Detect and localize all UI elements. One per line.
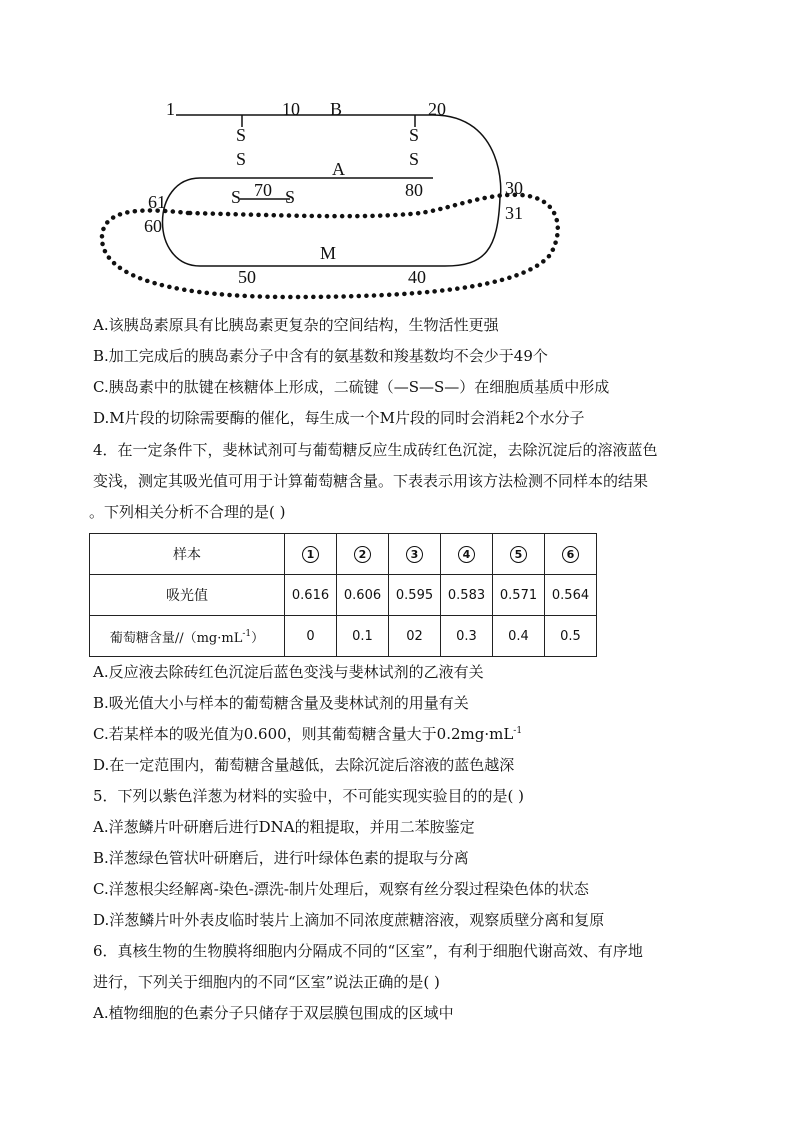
label-20: 20 <box>428 99 446 119</box>
s-left-1: S <box>236 125 247 145</box>
label-30: 30 <box>505 178 523 198</box>
label-31: 31 <box>505 203 523 223</box>
row-label-absorbance: 吸光值 <box>90 575 285 616</box>
q5-option-b: B.洋葱绿色管状叶研磨后，进行叶绿体色素的提取与分离 <box>93 849 469 867</box>
q6-stem-line1: 6．真核生物的生物膜将细胞内分隔成不同的“区室”，有利于细胞代谢高效、有序地 <box>93 942 643 960</box>
sample-number: 3 <box>406 546 423 563</box>
table-cell: 0.595 <box>389 575 441 616</box>
table-row-absorbance <box>90 575 597 616</box>
table-cell: 0.5 <box>545 616 597 657</box>
label-61: 61 <box>148 192 166 212</box>
label-50: 50 <box>238 267 256 287</box>
table-cell: 0.606 <box>337 575 389 616</box>
row-label-glucose: 葡萄糖含量$//(mg\cdot mL^{-1})$ <box>90 616 285 657</box>
s-right-1: S <box>409 125 420 145</box>
q3-option-a: A.该胰岛素原具有比胰岛素更复杂的空间结构，生物活性更强 <box>93 316 499 334</box>
sample-number: 1 <box>302 546 319 563</box>
s-right-2: S <box>409 149 420 169</box>
table-cell: 0.4 <box>493 616 545 657</box>
sample-number: 2 <box>354 546 371 563</box>
b-chain-curve <box>433 115 501 197</box>
q4-data-table <box>89 533 597 657</box>
q3-option-b: B.加工完成后的胰岛素分子中含有的氨基数和羧基数均不会少于49个 <box>93 347 548 365</box>
table-row-header <box>90 534 597 575</box>
label-A: A <box>332 159 345 179</box>
table-header-label: 样本 <box>90 534 285 575</box>
s-left-2: S <box>236 149 247 169</box>
sample-number: 5 <box>510 546 527 563</box>
table-cell: 0.616 <box>285 575 337 616</box>
label-M: M <box>320 243 337 263</box>
q4-stem-line2: 变浅，测定其吸光值可用于计算葡萄糖含量。下表表示用该方法检测不同样本的结果 <box>93 472 649 490</box>
table-cell: 0.564 <box>545 575 597 616</box>
label-B: B <box>330 99 343 119</box>
q5-option-a: A.洋葱鳞片叶研磨后进行DNA的粗提取，并用二苯胺鉴定 <box>93 818 475 836</box>
label-10: 10 <box>282 99 300 119</box>
q4-stem-line3: 。下列相关分析不合理的是( ) <box>89 503 286 521</box>
label-70: 70 <box>254 180 272 200</box>
sample-number: 4 <box>458 546 475 563</box>
q5-stem: 5．下列以紫色洋葱为材料的实验中，不可能实现实验目的的是( ) <box>93 787 525 805</box>
table-cell: 0.571 <box>493 575 545 616</box>
q5-option-d: D.洋葱鳞片叶外表皮临时装片上滴加不同浓度蔗糖溶液，观察质壁分离和复原 <box>93 911 605 929</box>
q5-option-c: C.洋葱根尖经解离-染色-漂洗-制片处理后，观察有丝分裂过程染色体的状态 <box>93 880 589 898</box>
sample-number: 6 <box>562 546 579 563</box>
q6-stem-line2: 进行，下列关于细胞内的不同“区室”说法正确的是( ) <box>93 973 440 991</box>
table-cell: 0.3 <box>441 616 493 657</box>
proinsulin-diagram <box>90 85 570 310</box>
q4-option-d: D.在一定范围内，葡萄糖含量越低，去除沉淀后溶液的蓝色越深 <box>93 756 515 774</box>
label-40: 40 <box>408 267 426 287</box>
q4-option-c: C.若某样本的吸光值为0.600，则其葡萄糖含量大于$0.2mg\cdot mL^{-1}$ <box>93 725 523 743</box>
table-cell: 0.1 <box>337 616 389 657</box>
table-cell: 02 <box>389 616 441 657</box>
table-row-glucose <box>90 616 597 657</box>
table-cell: 0 <box>285 616 337 657</box>
label-80: 80 <box>405 180 423 200</box>
label-60: 60 <box>144 216 162 236</box>
q3-option-c: C.胰岛素中的肽键在核糖体上形成，二硫键（—S—S—）在细胞质基质中形成 <box>93 378 610 396</box>
table-cell: 0.583 <box>441 575 493 616</box>
q4-option-a: A.反应液去除砖红色沉淀后蓝色变浅与斐林试剂的乙液有关 <box>93 663 484 681</box>
q3-option-d: D.M片段的切除需要酶的催化，每生成一个M片段的同时会消耗2个水分子 <box>93 409 585 427</box>
s-inner-right: S <box>285 187 296 207</box>
q4-stem-line1: 4．在一定条件下，斐林试剂可与葡萄糖反应生成砖红色沉淀，去除沉淀后的溶液蓝色 <box>93 441 658 459</box>
label-1: 1 <box>166 99 175 119</box>
s-inner-left: S <box>231 187 242 207</box>
q4-option-b: B.吸光值大小与样本的葡萄糖含量及斐林试剂的用量有关 <box>93 694 469 712</box>
q6-option-a: A.植物细胞的色素分子只储存于双层膜包围成的区域中 <box>93 1004 454 1022</box>
